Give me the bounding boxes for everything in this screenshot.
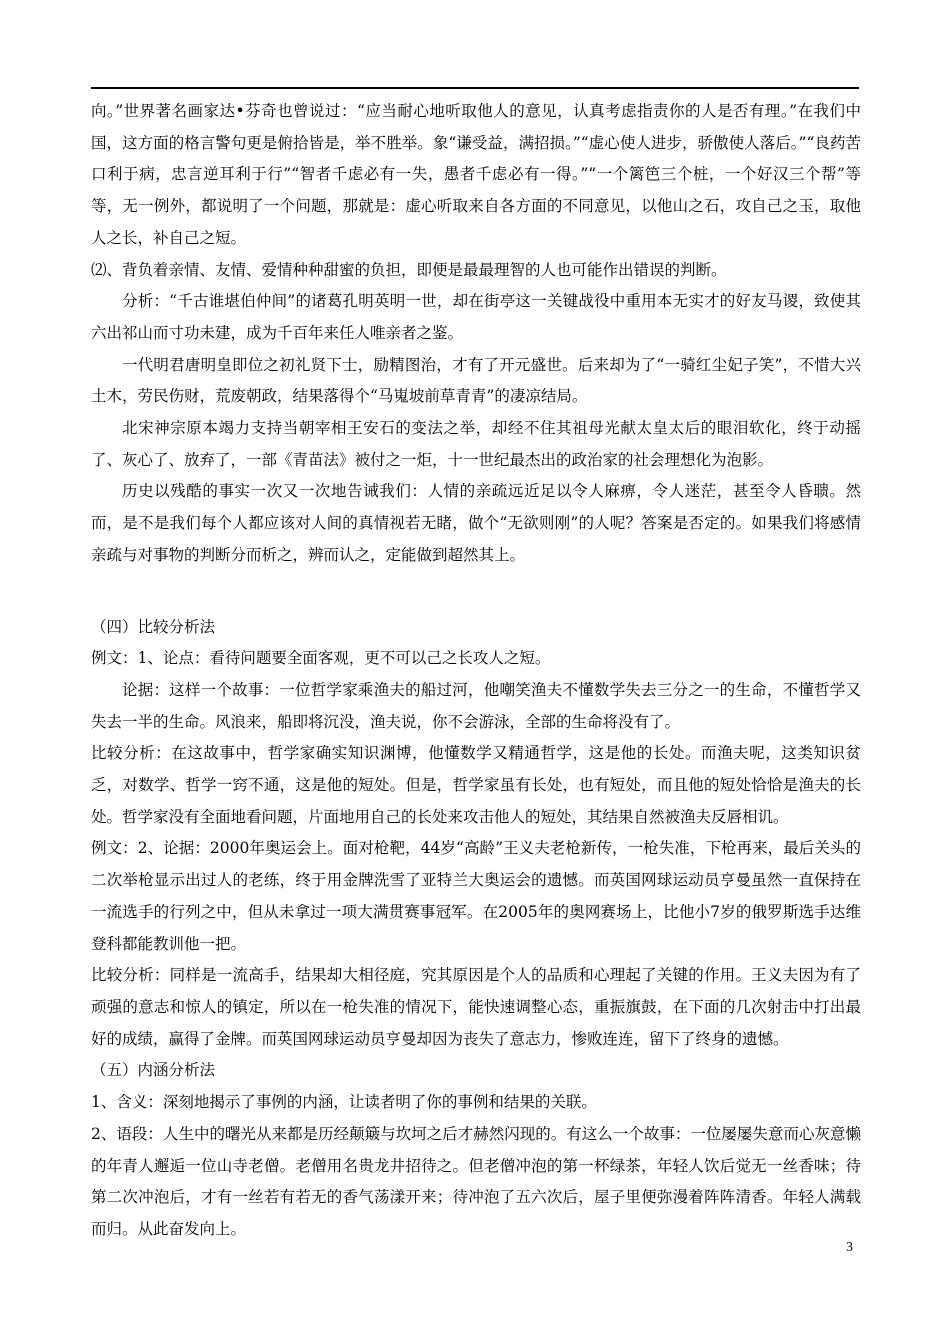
paragraph: 比较分析：在这故事中，哲学家确实知识渊博，他懂数学又精通哲学，这是他的长处。而渔夫呢，这类知识贫乏，对数学、哲学一窍不通，这是他的短处。但是，哲学家虽有长处，也有短处，而且他的短处恰恰是渔夫的长处。哲学家没有全面地看问题，片面地用自己的长处来攻击他人的短处，其结果自然被渔夫反唇相讥。 (91, 744, 861, 826)
paragraph: 历史以残酷的事实一次又一次地告诫我们：人情的亲疏远近足以令人麻痹，令人迷茫，甚至令人昏聩。然而，是不是我们每个人都应该对人间的真情视若无睹，做个“无欲则刚”的人呢？答案是否定的。如果我们将感情亲疏与对事物的判断分而析之，辨而认之，定能做到超然其上。 (91, 482, 861, 564)
paragraph: 论据：这样一个故事：一位哲学家乘渔夫的船过河，他嘲笑渔夫不懂数学失去三分之一的生命，不懂哲学又失去一半的生命。风浪来，船即将沉没，渔夫说，你不会游泳，全部的生命将没有了。 (91, 680, 861, 731)
paragraph: 分析：“千古谁堪伯仲间”的诸葛孔明英明一世，却在街亭这一关键战役中重用本无实才的好友马谡，致使其六出祁山而寸功未建，成为千百年来任人唯亲者之鉴。 (91, 292, 861, 342)
paragraph: 1、含义：深刻地揭示了事例的内涵，让读者明了你的事例和结果的关联。 (91, 1093, 597, 1112)
section-gap (91, 572, 861, 612)
section-heading: （五）内涵分析法 (91, 1061, 216, 1080)
paragraph: 一代明君唐明皇即位之初礼贤下士，励精图治，才有了开元盛世。后来却为了“一骑红尘妃子笑”，不惜大兴土木，劳民伤财，荒废朝政，结果落得个“马嵬坡前草青青”的凄凉结局。 (91, 355, 861, 406)
paragraph: 比较分析：同样是一流高手，结果却大相径庭，究其原因是个人的品质和心理起了关键的作用。王义夫因为有了顽强的意志和惊人的镇定，所以在一枪失准的情况下，能快速调整心态，重振旗鼓，在下面的几次射击中打出最好的成绩，赢得了金牌。而英国网球运动员亨曼却因为丧失了意志力，惨败连连，留下了终身的遗憾。 (91, 966, 861, 1048)
section-heading: （四）比较分析法 (91, 617, 216, 636)
header-rule (91, 87, 859, 89)
page-number: 3 (846, 1240, 853, 1255)
paragraph: ⑵、背负着亲情、友情、爱情种种甜蜜的负担，即便是最最理智的人也可能作出错误的判断。 (91, 260, 727, 279)
paragraph: 向。”世界著名画家达•芬奇也曾说过：“应当耐心地听取他人的意见，认真考虑指责你的人是否有理。”在我们中国，这方面的格言警句更是俯拾皆是，举不胜举。象“谦受益，满招损。”“虚心使人进步，骄傲使人落后。”“良药苦口利于病，忠言逆耳利于行”“智者千虑必有一失，愚者千虑必有一得。”“一个篱笆三个桩，一个好汉三个帮”等等，无一例外，都说明了一个问题，那就是：虚心听取来自各方面的不同意见，以他山之石，攻自己之玉，取他人之长，补自己之短。 (91, 102, 861, 247)
paragraph: 例文：2、论据：2000年奥运会上。面对枪靶，44岁“高龄”王义夫老枪新传，一枪失准，下枪再来，最后关头的二次举枪显示出过人的老练，终于用金牌洗雪了亚特兰大奥运会的遗憾。而英国网球运动员亨曼虽然一直保持在一流选手的行列之中，但从未拿过一项大满贯赛事冠军。在2005年的奥网赛场上，比他小7岁的俄罗斯选手达维登科都能教训他一把。 (91, 839, 861, 953)
document-body (91, 96, 861, 1246)
paragraph: 2、语段：人生中的曙光从来都是历经颠簸与坎坷之后才赫然闪现的。有这么一个故事：一位屡屡失意而心灰意懒的年青人邂逅一位山寺老僧。老僧用名贵龙井招待之。但老僧冲泡的第一杯绿茶，年轻人饮后觉无一丝香味；待第二次冲泡后，才有一丝若有若无的香气荡漾开来；待冲泡了五六次后，屋子里便弥漫着阵阵清香。年轻人满载而归。从此奋发向上。 (91, 1124, 861, 1238)
paragraph: 例文：1、论点：看待问题要全面客观，更不可以己之长攻人之短。 (91, 649, 551, 668)
paragraph: 北宋神宗原本竭力支持当朝宰相王安石的变法之举，却经不住其祖母光献太皇太后的眼泪软化，终于动摇了、灰心了、放弃了，一部《青苗法》被付之一炬，十一世纪最杰出的政治家的社会理想化为泡影。 (91, 419, 861, 469)
